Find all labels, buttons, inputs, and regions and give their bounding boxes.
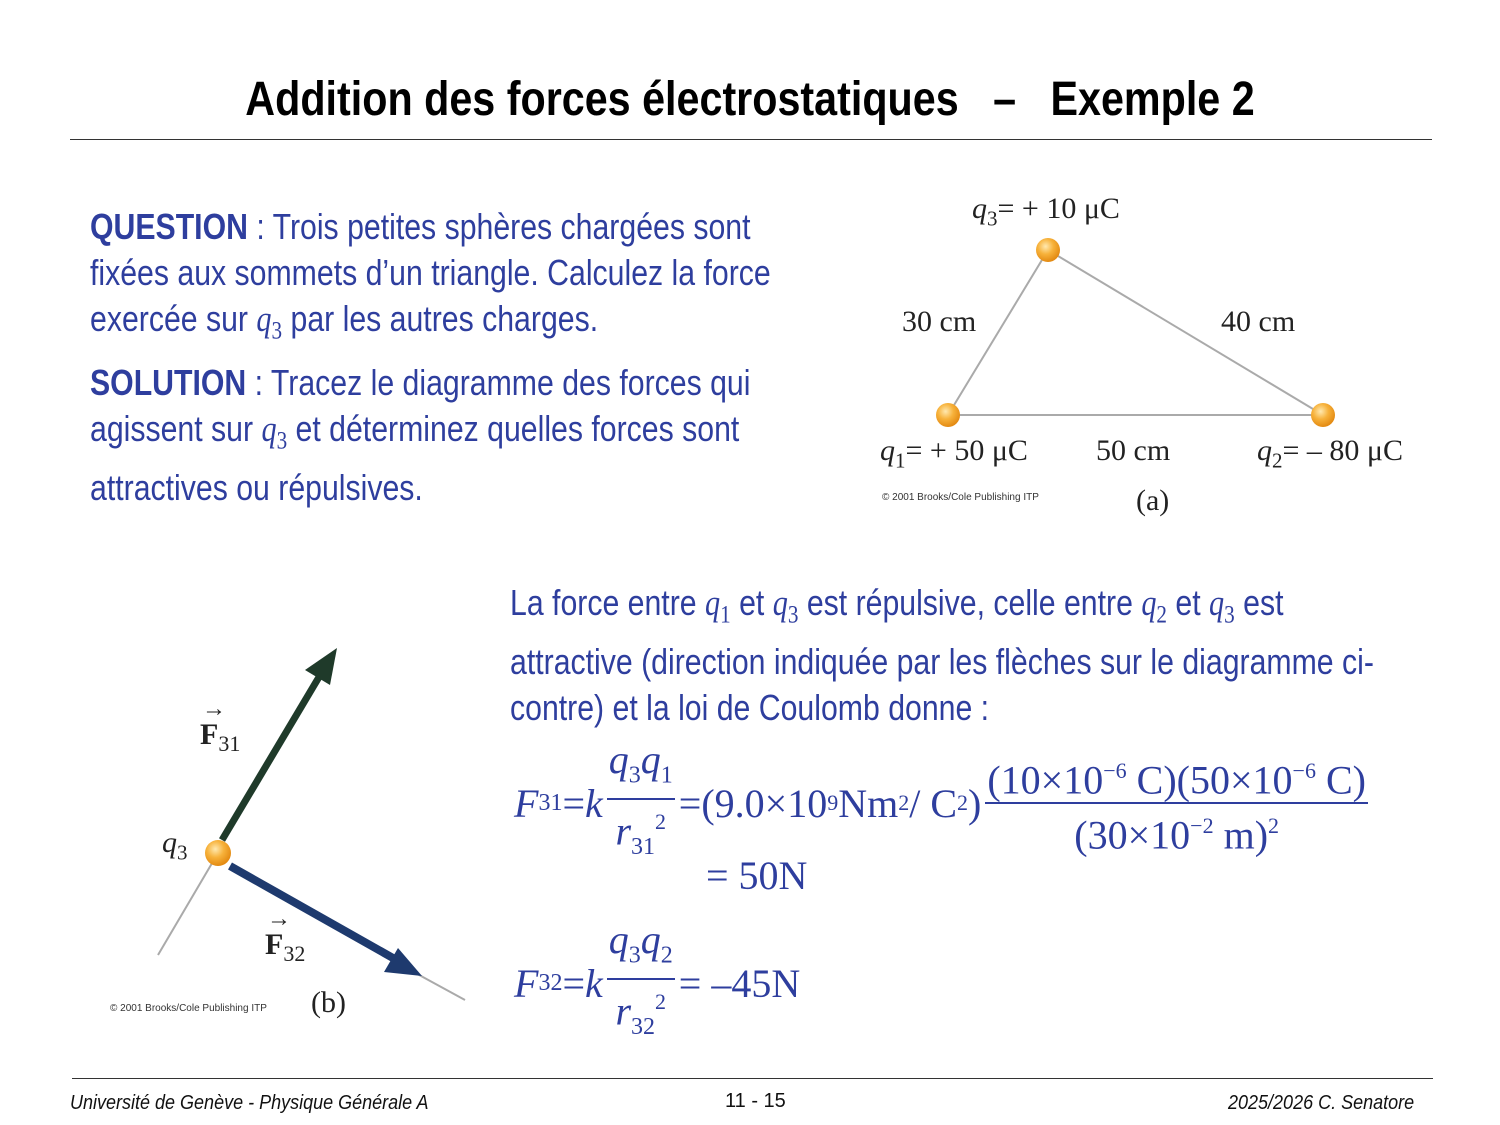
caption-b: (b) — [311, 986, 346, 1019]
charge-q1 — [936, 403, 960, 427]
explanation-line: contre) et la loi de Coulomb donne : — [510, 686, 990, 728]
caption-a: (a) — [1136, 484, 1170, 517]
footer-author: 2025/2026 C. Senatore — [1228, 1092, 1415, 1114]
label-50cm: 50 cm — [1096, 434, 1171, 467]
question-line: par les autres charges. — [282, 298, 599, 339]
label-q3: $q_3$ — [162, 826, 188, 865]
result-f31: = 50N — [706, 853, 808, 898]
q3-symbol: $q_3$ — [261, 409, 288, 455]
arrowhead-f31 — [305, 648, 337, 685]
sep: : — [247, 206, 273, 247]
label-40cm: 40 cm — [1221, 305, 1296, 338]
label-30cm: 30 cm — [902, 305, 977, 338]
question-line: exercée sur — [90, 298, 257, 339]
label-f31: → $F_{31}$ — [200, 696, 241, 756]
solution-line: Tracez le diagramme des forces qui — [270, 362, 751, 403]
sep: : — [246, 362, 271, 403]
page-number: 11 - 15 — [725, 1090, 786, 1112]
q3-symbol: $q_3$ — [256, 299, 283, 345]
explanation-block: La force entre $q_1$ et $q_3$ est répulsive, celle entre $q_2$ et $q_3$ est attractive (direction indiquée par les flèches sur le diagramme ci- contre) et la loi de Coulomb donne : — [510, 580, 1374, 731]
footer-institution: Université de Genève - Physique Générale A — [70, 1092, 429, 1114]
charge-q3 — [1036, 238, 1060, 262]
solution-line: agissent sur — [90, 408, 262, 449]
label-q3: $q_3= + 10$ μC — [972, 192, 1120, 231]
solution-line: et déterminez quelles forces sont — [287, 408, 740, 449]
charge-q2 — [1311, 403, 1335, 427]
charge-q3 — [205, 840, 231, 866]
explanation-line: attractive (direction indiquée par les flèches sur le diagramme ci- — [510, 640, 1374, 682]
copyright-a: © 2001 Brooks/Cole Publishing ITP — [882, 492, 1039, 503]
question-line: fixées aux sommets d’un triangle. Calculez la force — [90, 252, 771, 293]
solution-label: SOLUTION — [90, 362, 247, 403]
force-arrow-f32 — [230, 866, 400, 962]
solution-line: attractives ou répulsives. — [90, 466, 423, 508]
line-to-q1 — [158, 853, 218, 955]
equation-f31: F 31 = k $\frac{q_3q_1}{r_{31}^2}$ = (9.0×10 9 Nm 2 / C 2 ) $\frac{(10\times 10^{-6} C)(50\times 10^{-6} C)}{(30\times 10^{-2} m)^2}$ — [514, 737, 1366, 860]
label-f32: → $F_{32}$ — [265, 906, 306, 966]
slide-title: Addition des forces électrostatiques – Exemple 2 — [245, 73, 1255, 126]
label-q2: $q_2= - 80$ μC — [1257, 434, 1404, 473]
question-line: Trois petites sphères chargées sont — [272, 206, 751, 247]
label-q1: $q_1= + 50$ μC — [880, 434, 1028, 473]
question-label: QUESTION — [90, 206, 248, 247]
equation-f32: F 32 = k $\frac{q_3q_2}{r_{32}^2}$ = –45N — [514, 917, 801, 1040]
footer-divider — [72, 1078, 1433, 1079]
copyright-b: © 2001 Brooks/Cole Publishing ITP — [110, 1003, 267, 1014]
